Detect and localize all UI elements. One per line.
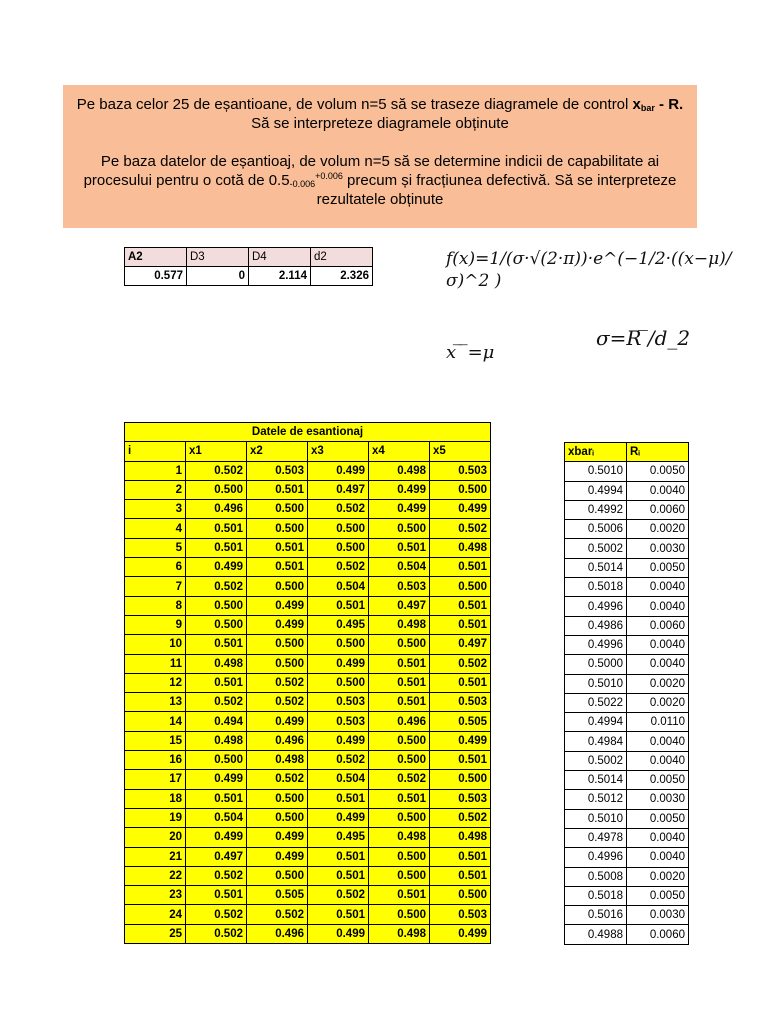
sample-value-cell[interactable]: 0.499: [369, 500, 430, 519]
sample-value-cell[interactable]: 0.498: [369, 828, 430, 847]
sample-value-cell[interactable]: 0.500: [247, 866, 308, 885]
table-row: [565, 674, 689, 693]
sample-index-cell[interactable]: 25: [125, 924, 186, 943]
sample-value-cell[interactable]: 0.498: [369, 461, 430, 480]
sample-data-table: [124, 422, 491, 944]
xbar-value-cell[interactable]: 0.5016: [565, 906, 627, 925]
sample-index-cell[interactable]: 13: [125, 693, 186, 712]
table-row: [565, 713, 689, 732]
tolerance-upper: +0.006: [315, 171, 343, 181]
sample-value-cell[interactable]: 0.501: [369, 538, 430, 557]
sample-index-cell[interactable]: 14: [125, 712, 186, 731]
range-value-cell[interactable]: 0.0040: [627, 732, 689, 751]
sample-value-cell[interactable]: 0.501: [430, 751, 491, 770]
sample-value-cell[interactable]: 0.502: [430, 519, 491, 538]
sample-index-cell[interactable]: 4: [125, 519, 186, 538]
sample-value-cell[interactable]: 0.501: [186, 519, 247, 538]
sample-value-cell[interactable]: 0.500: [369, 866, 430, 885]
range-value-cell[interactable]: 0.0020: [627, 693, 689, 712]
table-row: [565, 693, 689, 712]
sample-index-cell[interactable]: 6: [125, 558, 186, 577]
sample-col-header[interactable]: x1: [186, 442, 247, 461]
sample-value-cell[interactable]: 0.495: [308, 615, 369, 634]
sample-value-cell[interactable]: 0.503: [430, 905, 491, 924]
sample-value-cell[interactable]: 0.500: [247, 808, 308, 827]
table-row: [565, 539, 689, 558]
sample-index-cell[interactable]: 17: [125, 770, 186, 789]
table-row: [125, 480, 491, 499]
table-row: [565, 925, 689, 944]
xbar-value-cell[interactable]: 0.5012: [565, 790, 627, 809]
sample-index-cell[interactable]: 24: [125, 905, 186, 924]
sample-value-cell[interactable]: 0.501: [369, 789, 430, 808]
sample-value-cell[interactable]: 0.499: [247, 712, 308, 731]
sample-index-cell[interactable]: 18: [125, 789, 186, 808]
task-text-1-tail: Să se interpreteze diagramele obținute: [251, 115, 509, 132]
xbar-value-cell[interactable]: 0.4986: [565, 616, 627, 635]
xbar-r-header: [565, 443, 689, 462]
xbar-subscript: bar: [640, 103, 655, 113]
sample-value-cell[interactable]: 0.500: [369, 808, 430, 827]
sample-value-cell[interactable]: 0.501: [308, 596, 369, 615]
sample-value-cell[interactable]: 0.497: [430, 635, 491, 654]
sample-value-cell[interactable]: 0.502: [186, 905, 247, 924]
sample-value-cell[interactable]: 0.494: [186, 712, 247, 731]
range-value-cell[interactable]: 0.0050: [627, 558, 689, 577]
sample-value-cell[interactable]: 0.498: [430, 538, 491, 557]
xbar-value-cell[interactable]: 0.4994: [565, 481, 627, 500]
table-row: [125, 635, 491, 654]
sample-value-cell[interactable]: 0.501: [186, 673, 247, 692]
const-value-d3[interactable]: 0: [187, 267, 249, 286]
sample-value-cell[interactable]: 0.498: [369, 924, 430, 943]
sample-value-cell[interactable]: 0.502: [308, 558, 369, 577]
constants-table: [124, 247, 373, 286]
sample-index-cell[interactable]: 16: [125, 751, 186, 770]
sample-value-cell[interactable]: 0.502: [186, 577, 247, 596]
table-row: [565, 616, 689, 635]
sample-value-cell[interactable]: 0.500: [186, 480, 247, 499]
task-paragraph-2: [69, 152, 691, 209]
sample-value-cell[interactable]: 0.498: [247, 751, 308, 770]
const-header-d2[interactable]: d2: [311, 248, 373, 267]
task-text-1: Pe baza celor 25 de eșantioane, de volum n=5 să se traseze diagramele de control: [76, 96, 633, 113]
range-value-cell[interactable]: 0.0040: [627, 828, 689, 847]
sample-value-cell[interactable]: 0.500: [369, 731, 430, 750]
table-row: [125, 596, 491, 615]
sample-value-cell[interactable]: 0.499: [247, 596, 308, 615]
sample-value-cell[interactable]: 0.500: [369, 519, 430, 538]
table-row: [565, 578, 689, 597]
sample-col-header[interactable]: x5: [430, 442, 491, 461]
table-row: [125, 770, 491, 789]
sample-value-cell[interactable]: 0.502: [247, 673, 308, 692]
table-row: [565, 809, 689, 828]
range-col-header[interactable]: Rᵢ: [627, 443, 689, 462]
sample-value-cell[interactable]: 0.502: [247, 905, 308, 924]
sample-value-cell[interactable]: 0.495: [308, 828, 369, 847]
range-value-cell[interactable]: 0.0030: [627, 906, 689, 925]
table-row: [125, 538, 491, 557]
sample-value-cell[interactable]: 0.502: [186, 461, 247, 480]
range-value-cell[interactable]: 0.0060: [627, 925, 689, 944]
sample-value-cell[interactable]: 0.499: [308, 654, 369, 673]
sample-value-cell[interactable]: 0.503: [430, 789, 491, 808]
xbar-value-cell[interactable]: 0.5014: [565, 771, 627, 790]
range-value-cell[interactable]: 0.0060: [627, 500, 689, 519]
xbar-value-cell[interactable]: 0.5014: [565, 558, 627, 577]
sample-value-cell[interactable]: 0.500: [369, 905, 430, 924]
sample-index-cell[interactable]: 23: [125, 886, 186, 905]
sample-value-cell[interactable]: 0.496: [186, 500, 247, 519]
table-row: [565, 481, 689, 500]
task-banner: [63, 85, 697, 228]
xbar-value-cell[interactable]: 0.4996: [565, 597, 627, 616]
sample-index-cell[interactable]: 20: [125, 828, 186, 847]
sample-value-cell[interactable]: 0.500: [369, 751, 430, 770]
sample-value-cell[interactable]: 0.496: [247, 924, 308, 943]
const-header-d3[interactable]: D3: [187, 248, 249, 267]
range-value-cell[interactable]: 0.0040: [627, 848, 689, 867]
r-label: - R.: [654, 96, 684, 113]
sample-col-header[interactable]: x3: [308, 442, 369, 461]
table-row: [565, 732, 689, 751]
xbar-value-cell[interactable]: 0.4988: [565, 925, 627, 944]
sample-table-title[interactable]: Datele de esantionaj: [125, 423, 491, 442]
xbar-value-cell[interactable]: 0.5010: [565, 462, 627, 481]
sample-index-cell[interactable]: 2: [125, 480, 186, 499]
sample-value-cell[interactable]: 0.501: [308, 847, 369, 866]
range-value-cell[interactable]: 0.0050: [627, 809, 689, 828]
sample-value-cell[interactable]: 0.500: [186, 596, 247, 615]
xbar-value-cell[interactable]: 0.5006: [565, 520, 627, 539]
xbar-col-header[interactable]: xbarᵢ: [565, 443, 627, 462]
sample-value-cell[interactable]: 0.500: [430, 577, 491, 596]
table-row: [125, 905, 491, 924]
table-row: [125, 712, 491, 731]
sample-value-cell[interactable]: 0.500: [308, 673, 369, 692]
sample-value-cell[interactable]: 0.499: [308, 808, 369, 827]
sample-value-cell[interactable]: 0.500: [247, 635, 308, 654]
sample-value-cell[interactable]: 0.502: [186, 693, 247, 712]
table-row: [565, 751, 689, 770]
sample-value-cell[interactable]: 0.501: [430, 847, 491, 866]
xbar-value-cell[interactable]: 0.5010: [565, 674, 627, 693]
const-header-a2[interactable]: A2: [125, 248, 187, 267]
table-row: [565, 500, 689, 519]
const-value-d2[interactable]: 2.326: [311, 267, 373, 286]
range-value-cell[interactable]: 0.0110: [627, 713, 689, 732]
sample-value-cell[interactable]: 0.497: [186, 847, 247, 866]
table-row: [125, 558, 491, 577]
range-value-cell[interactable]: 0.0020: [627, 867, 689, 886]
sample-value-cell[interactable]: 0.496: [369, 712, 430, 731]
sample-value-cell[interactable]: 0.501: [430, 866, 491, 885]
range-value-cell[interactable]: 0.0060: [627, 616, 689, 635]
sample-value-cell[interactable]: 0.501: [308, 905, 369, 924]
sample-value-cell[interactable]: 0.500: [247, 577, 308, 596]
sample-value-cell[interactable]: 0.499: [430, 924, 491, 943]
table-row: [125, 673, 491, 692]
range-value-cell[interactable]: 0.0040: [627, 655, 689, 674]
sample-value-cell[interactable]: 0.502: [308, 751, 369, 770]
table-row: [565, 828, 689, 847]
sample-value-cell[interactable]: 0.500: [247, 654, 308, 673]
sample-value-cell[interactable]: 0.500: [430, 480, 491, 499]
sample-value-cell[interactable]: 0.502: [369, 770, 430, 789]
xbar-value-cell[interactable]: 0.5008: [565, 867, 627, 886]
sample-value-cell[interactable]: 0.499: [247, 828, 308, 847]
sample-value-cell[interactable]: 0.501: [186, 538, 247, 557]
sample-value-cell[interactable]: 0.497: [369, 596, 430, 615]
range-value-cell[interactable]: 0.0050: [627, 886, 689, 905]
task-text-2-tail: precum și fracțiunea defectivă. Să se interpreteze rezultatele obținute: [316, 172, 677, 208]
sample-value-cell[interactable]: 0.500: [308, 538, 369, 557]
sample-value-cell[interactable]: 0.503: [369, 577, 430, 596]
xbar-r-table: [564, 442, 689, 945]
sample-value-cell[interactable]: 0.501: [430, 596, 491, 615]
sample-value-cell[interactable]: 0.501: [186, 635, 247, 654]
xbar-value-cell[interactable]: 0.4994: [565, 713, 627, 732]
sample-value-cell[interactable]: 0.499: [308, 461, 369, 480]
mean-formula[interactable]: 𝑥 ̅ ̅=𝜇: [446, 342, 495, 363]
xbar-value-cell[interactable]: 0.5002: [565, 751, 627, 770]
sample-value-cell[interactable]: 0.499: [186, 770, 247, 789]
sample-col-header[interactable]: x2: [247, 442, 308, 461]
sample-index-cell[interactable]: 10: [125, 635, 186, 654]
sample-index-cell[interactable]: 21: [125, 847, 186, 866]
sample-index-cell[interactable]: 11: [125, 654, 186, 673]
sample-value-cell[interactable]: 0.496: [247, 731, 308, 750]
sample-value-cell[interactable]: 0.502: [430, 808, 491, 827]
table-row: [125, 789, 491, 808]
sample-value-cell[interactable]: 0.498: [369, 615, 430, 634]
sample-index-cell[interactable]: 1: [125, 461, 186, 480]
xbar-label: x: [632, 96, 641, 113]
sample-col-header[interactable]: i: [125, 442, 186, 461]
sample-value-cell[interactable]: 0.499: [308, 924, 369, 943]
sample-value-cell[interactable]: 0.500: [186, 751, 247, 770]
sample-value-cell[interactable]: 0.499: [369, 480, 430, 499]
sample-value-cell[interactable]: 0.501: [308, 789, 369, 808]
sample-value-cell[interactable]: 0.503: [430, 461, 491, 480]
xbar-value-cell[interactable]: 0.5018: [565, 886, 627, 905]
range-value-cell[interactable]: 0.0030: [627, 539, 689, 558]
sample-index-cell[interactable]: 5: [125, 538, 186, 557]
sample-value-cell[interactable]: 0.500: [247, 789, 308, 808]
sample-value-cell[interactable]: 0.503: [430, 693, 491, 712]
sample-value-cell[interactable]: 0.500: [308, 519, 369, 538]
sample-value-cell[interactable]: 0.502: [430, 654, 491, 673]
sample-value-cell[interactable]: 0.500: [369, 847, 430, 866]
table-row: [125, 654, 491, 673]
xbar-value-cell[interactable]: 0.5018: [565, 578, 627, 597]
range-value-cell[interactable]: 0.0050: [627, 462, 689, 481]
table-row: [125, 519, 491, 538]
table-row: [125, 808, 491, 827]
sample-index-cell[interactable]: 12: [125, 673, 186, 692]
sample-value-cell[interactable]: 0.501: [186, 886, 247, 905]
sample-value-cell[interactable]: 0.499: [430, 731, 491, 750]
sample-value-cell[interactable]: 0.502: [186, 924, 247, 943]
table-row: [565, 520, 689, 539]
table-row: [565, 635, 689, 654]
table-row: [125, 751, 491, 770]
sample-value-cell[interactable]: 0.498: [186, 731, 247, 750]
const-value-a2[interactable]: 0.577: [125, 267, 187, 286]
sample-value-cell[interactable]: 0.499: [247, 847, 308, 866]
sample-value-cell[interactable]: 0.501: [369, 654, 430, 673]
xbar-value-cell[interactable]: 0.5010: [565, 809, 627, 828]
sample-value-cell[interactable]: 0.504: [308, 770, 369, 789]
task-paragraph-1: [69, 95, 691, 133]
sample-value-cell[interactable]: 0.500: [369, 635, 430, 654]
sample-value-cell[interactable]: 0.502: [186, 866, 247, 885]
sample-value-cell[interactable]: 0.499: [430, 500, 491, 519]
range-value-cell[interactable]: 0.0020: [627, 520, 689, 539]
sample-value-cell[interactable]: 0.497: [308, 480, 369, 499]
table-row: [125, 615, 491, 634]
sample-value-cell[interactable]: 0.501: [369, 886, 430, 905]
task-text-2: Pe baza datelor de eșantioaj, de volum n=5 să se determine indicii de capabilitate ai procesului pentru o cotă de 0.5: [83, 153, 660, 189]
table-row: [565, 597, 689, 616]
normal-pdf-formula[interactable]: 𝑓(𝑥)=1/(𝜎·√(2·𝜋))·𝑒^(−1/2·((𝑥−𝜇)/𝜎)^2 ): [446, 249, 732, 291]
table-row: [125, 693, 491, 712]
xbar-value-cell[interactable]: 0.4996: [565, 848, 627, 867]
range-value-cell[interactable]: 0.0040: [627, 751, 689, 770]
xbar-value-cell[interactable]: 0.4978: [565, 828, 627, 847]
sample-value-cell[interactable]: 0.500: [430, 770, 491, 789]
sample-value-cell[interactable]: 0.501: [247, 480, 308, 499]
sample-table-header: [125, 442, 491, 461]
table-row: [125, 924, 491, 943]
table-row: [125, 577, 491, 596]
sample-index-cell[interactable]: 9: [125, 615, 186, 634]
table-row: [125, 731, 491, 750]
table-row: [565, 886, 689, 905]
sample-index-cell[interactable]: 3: [125, 500, 186, 519]
sample-index-cell[interactable]: 22: [125, 866, 186, 885]
sample-index-cell[interactable]: 15: [125, 731, 186, 750]
range-value-cell[interactable]: 0.0040: [627, 635, 689, 654]
xbar-value-cell[interactable]: 0.5000: [565, 655, 627, 674]
sample-value-cell[interactable]: 0.503: [247, 461, 308, 480]
range-value-cell[interactable]: 0.0040: [627, 578, 689, 597]
sample-index-cell[interactable]: 7: [125, 577, 186, 596]
sample-index-cell[interactable]: 8: [125, 596, 186, 615]
sample-value-cell[interactable]: 0.501: [247, 558, 308, 577]
xbar-value-cell[interactable]: 0.4992: [565, 500, 627, 519]
table-row: [565, 848, 689, 867]
table-row: [125, 847, 491, 866]
sample-value-cell[interactable]: 0.504: [186, 808, 247, 827]
xbar-value-cell[interactable]: 0.4996: [565, 635, 627, 654]
sample-value-cell[interactable]: 0.501: [247, 538, 308, 557]
sample-value-cell[interactable]: 0.505: [430, 712, 491, 731]
table-row: [125, 886, 491, 905]
table-row: [565, 462, 689, 481]
range-value-cell[interactable]: 0.0040: [627, 597, 689, 616]
sample-value-cell[interactable]: 0.501: [430, 558, 491, 577]
const-header-d4[interactable]: D4: [249, 248, 311, 267]
xbar-value-cell[interactable]: 0.5022: [565, 693, 627, 712]
sample-value-cell[interactable]: 0.500: [430, 886, 491, 905]
sample-value-cell[interactable]: 0.500: [247, 519, 308, 538]
sample-value-cell[interactable]: 0.503: [308, 693, 369, 712]
table-row: [125, 461, 491, 480]
sample-value-cell[interactable]: 0.500: [308, 635, 369, 654]
const-value-d4[interactable]: 2.114: [249, 267, 311, 286]
table-row: [125, 828, 491, 847]
sample-col-header[interactable]: x4: [369, 442, 430, 461]
sample-value-cell[interactable]: 0.500: [247, 500, 308, 519]
sample-value-cell[interactable]: 0.498: [186, 654, 247, 673]
sample-value-cell[interactable]: 0.503: [308, 712, 369, 731]
sample-value-cell[interactable]: 0.504: [369, 558, 430, 577]
table-row: [565, 867, 689, 886]
sample-value-cell[interactable]: 0.502: [308, 500, 369, 519]
table-row: [125, 500, 491, 519]
range-value-cell[interactable]: 0.0020: [627, 674, 689, 693]
table-row: [125, 866, 491, 885]
sample-value-cell[interactable]: 0.501: [430, 615, 491, 634]
sample-value-cell[interactable]: 0.500: [186, 615, 247, 634]
sample-value-cell[interactable]: 0.502: [247, 770, 308, 789]
sample-value-cell[interactable]: 0.502: [247, 693, 308, 712]
sample-value-cell[interactable]: 0.498: [430, 828, 491, 847]
sample-index-cell[interactable]: 19: [125, 808, 186, 827]
xbar-value-cell[interactable]: 0.4984: [565, 732, 627, 751]
sample-value-cell[interactable]: 0.501: [186, 789, 247, 808]
table-row: [565, 771, 689, 790]
table-row: [565, 655, 689, 674]
table-row: [565, 790, 689, 809]
range-value-cell[interactable]: 0.0030: [627, 790, 689, 809]
table-row: [565, 906, 689, 925]
sample-value-cell[interactable]: 0.505: [247, 886, 308, 905]
sample-value-cell[interactable]: 0.502: [308, 886, 369, 905]
table-row: [565, 558, 689, 577]
range-value-cell[interactable]: 0.0050: [627, 771, 689, 790]
sample-value-cell[interactable]: 0.501: [308, 866, 369, 885]
sample-value-cell[interactable]: 0.499: [186, 828, 247, 847]
sample-value-cell[interactable]: 0.501: [430, 673, 491, 692]
sigma-formula[interactable]: 𝜎=𝑅 ̅/𝑑_2: [596, 326, 691, 350]
sample-value-cell[interactable]: 0.499: [308, 731, 369, 750]
tolerance-lower: -0.006: [289, 179, 316, 189]
range-value-cell[interactable]: 0.0040: [627, 481, 689, 500]
xbar-value-cell[interactable]: 0.5002: [565, 539, 627, 558]
sample-value-cell[interactable]: 0.501: [369, 693, 430, 712]
sample-value-cell[interactable]: 0.501: [369, 673, 430, 692]
sample-value-cell[interactable]: 0.499: [186, 558, 247, 577]
sample-value-cell[interactable]: 0.504: [308, 577, 369, 596]
sample-value-cell[interactable]: 0.499: [247, 615, 308, 634]
